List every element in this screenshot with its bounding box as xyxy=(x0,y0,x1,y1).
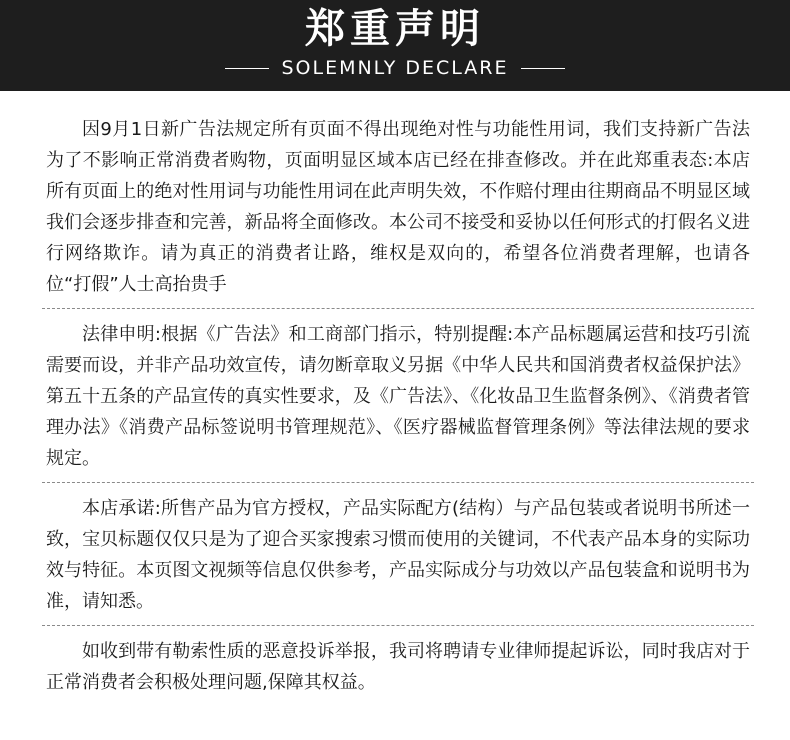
declaration-body xyxy=(46,110,750,704)
dashed-divider xyxy=(42,308,754,309)
paragraph-legal-statement: 法律申明:根据《广告法》和工商部门指示，特别提醒:本产品标题属运营和技巧引流需要而设，并非产品功效宣传，请勿断章取义另据《中华人民共和国消费者权益保护法》第五十五条的产品宣传的真实性要求，及《广告法》、《化妆品卫生监督条例》、《消费者管理办法》《消费产品标签说明书管理规范》、《医疗器械监督管理条例》等法律法规的要求规定。 xyxy=(46,324,750,469)
page-title: 郑重声明 xyxy=(305,6,485,52)
dashed-divider xyxy=(42,625,754,626)
page-subtitle: SOLEMNLY DECLARE xyxy=(281,57,509,79)
subtitle-left-rule xyxy=(225,68,269,69)
header-banner xyxy=(0,0,790,91)
subtitle-right-rule xyxy=(521,68,565,69)
paragraph-ad-law: 因9月1日新广告法规定所有页面不得出现绝对性与功能性用词，我们支持新广告法为了不影响正常消费者购物，页面明显区域本店已经在排查修改。并在此郑重表态:本店所有页面上的绝对性用词与功能性用词在此声明失效，不作赔付理由往期商品不明显区域我们会逐步排查和完善，新品将全面修改。本公司不接受和妥协以任何形式的打假名义进行网络欺诈。请为真正的消费者让路，维权是双向的，希望各位消费者理解，也请各位“打假”人士高抬贵手 xyxy=(46,119,750,295)
subtitle-row xyxy=(0,55,790,81)
dashed-divider xyxy=(42,482,754,483)
paragraph-complaint-notice: 如收到带有勒索性质的恶意投诉举报，我司将聘请专业律师提起诉讼，同时我店对于正常消费者会积极处理问题,保障其权益。 xyxy=(46,641,750,693)
paragraph-store-promise: 本店承诺:所售产品为官方授权，产品实际配方(结构）与产品包装或者说明书所述一致，宝贝标题仅仅只是为了迎合买家搜索习惯而使用的关键词，不代表产品本身的实际功效与特征。本页图文视频等信息仅供参考，产品实际成分与功效以产品包装盒和说明书为准，请知悉。 xyxy=(46,498,750,612)
